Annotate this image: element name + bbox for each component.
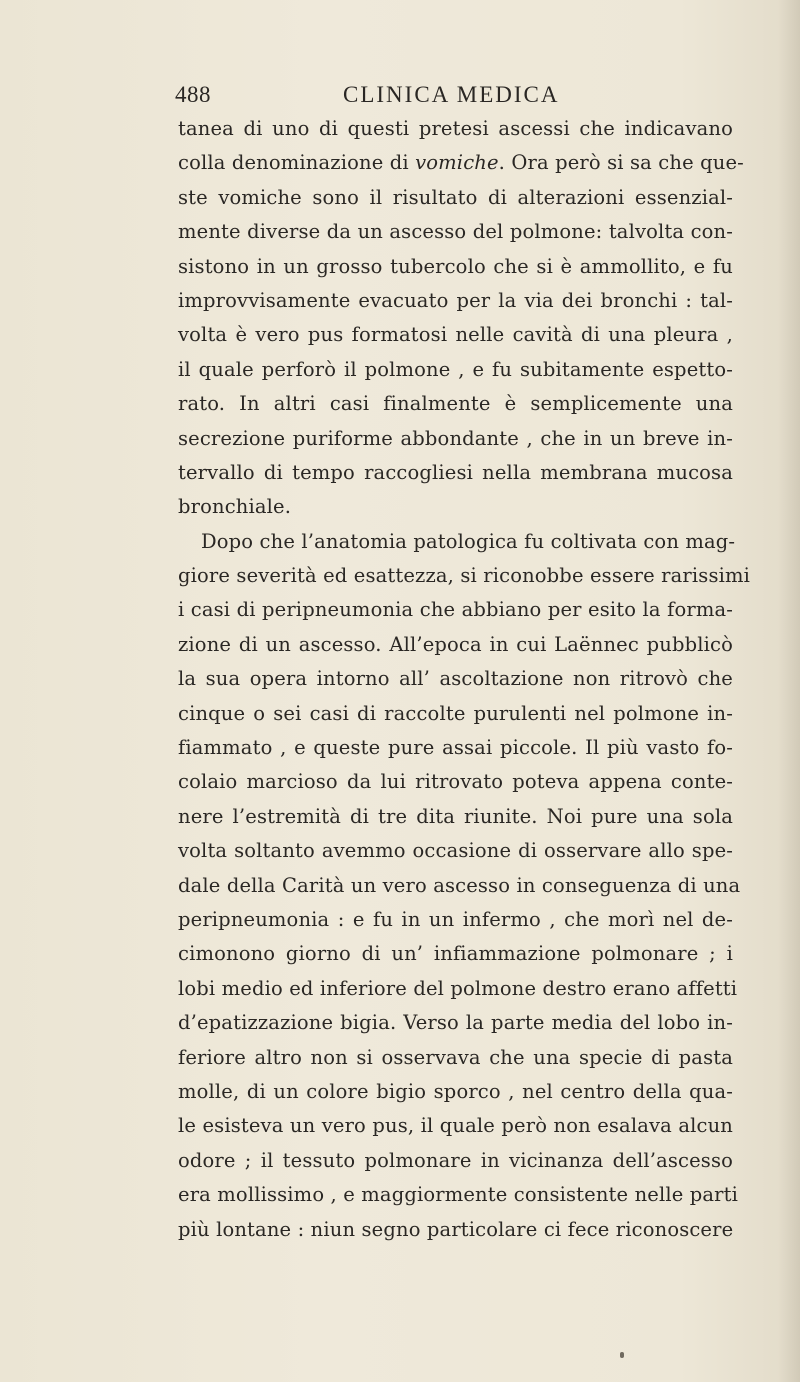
text-line: bronchiale.	[178, 495, 292, 519]
text-line: dale della Carità un vero ascesso in conseguenza di una	[178, 873, 741, 897]
text-fragment: . Ora però si sa che que-	[498, 151, 744, 175]
text-line: era mollissimo , e maggiormente consistente nelle parti	[178, 1183, 739, 1207]
page-header	[175, 82, 635, 116]
text-line: il quale perforò il polmone , e fu subitamente espetto-	[178, 357, 733, 381]
text-line: più lontane : niun segno particolare ci fece riconoscere	[178, 1217, 734, 1241]
text-line	[178, 146, 744, 180]
text-line: colaio marcioso da lui ritrovato poteva appena conte-	[178, 770, 733, 794]
text-line: tanea di uno di questi pretesi ascessi che indicavano	[178, 117, 733, 140]
text-line: improvvisamente evacuato per la via dei bronchi : tal-	[178, 288, 733, 312]
text-line: zione di un ascesso. All’epoca in cui Laënnec pubblicò	[178, 632, 733, 656]
text-line: la sua opera intorno all’ ascoltazione non ritrovò che	[178, 667, 733, 691]
text-line: volta è vero pus formatosi nelle cavità di una pleura ,	[178, 323, 733, 347]
body-text	[178, 112, 751, 1247]
text-line: ste vomiche sono il risultato di alterazioni essenzial-	[178, 185, 733, 209]
text-line: volta soltanto avemmo occasione di osservare allo spe-	[178, 839, 733, 863]
text-line: molle, di un colore bigio sporco , nel centro della qua-	[178, 1079, 733, 1103]
text-line: sistono in un grosso tubercolo che si è ammollito, e fu	[178, 254, 733, 278]
text-line: d’epatizzazione bigia. Verso la parte media del lobo in-	[178, 1011, 733, 1035]
text-line: le esisteva un vero pus, il quale però non esalava alcun	[178, 1114, 733, 1138]
text-line: odore ; il tessuto polmonare in vicinanza dell’ascesso	[178, 1148, 733, 1172]
text-fragment: colla denominazione di	[178, 151, 416, 175]
text-line: fiammato , e queste pure assai piccole. Il più vasto fo-	[178, 736, 733, 760]
text-line: Dopo che l’anatomia patologica fu coltivata con mag-	[201, 529, 736, 553]
running-title: CLINICA MEDICA	[343, 82, 560, 107]
text-line: cinque o sei casi di raccolte purulenti nel polmone in-	[178, 701, 733, 725]
text-line: nere l’estremità di tre dita riunite. Noi pure una sola	[178, 804, 733, 828]
text-line: mente diverse da un ascesso del polmone: talvolta con-	[178, 220, 733, 244]
page-number: 488	[175, 82, 211, 107]
text-line: lobi medio ed inferiore del polmone destro erano affetti	[178, 976, 738, 1000]
text-line: rato. In altri casi finalmente è semplicemente una	[178, 392, 733, 416]
text-line: peripneumonia : e fu in un infermo , che morì nel de-	[178, 907, 733, 931]
text-line: cimonono giorno di un’ infiammazione polmonare ; i	[178, 942, 733, 966]
text-line: tervallo di tempo raccogliesi nella membrana mucosa	[178, 460, 733, 484]
text-line: secrezione puriforme abbondante , che in un breve in-	[178, 426, 733, 450]
text-line: feriore altro non si osservava che una specie di pasta	[178, 1045, 733, 1069]
italic-term: vomiche	[415, 151, 499, 175]
ink-spot	[620, 1352, 624, 1358]
page-edge-shadow	[778, 0, 800, 1382]
text-line: giore severità ed esattezza, si riconobbe essere rarissimi	[178, 564, 751, 588]
text-line: i casi di peripneumonia che abbiano per esito la forma-	[178, 598, 733, 622]
